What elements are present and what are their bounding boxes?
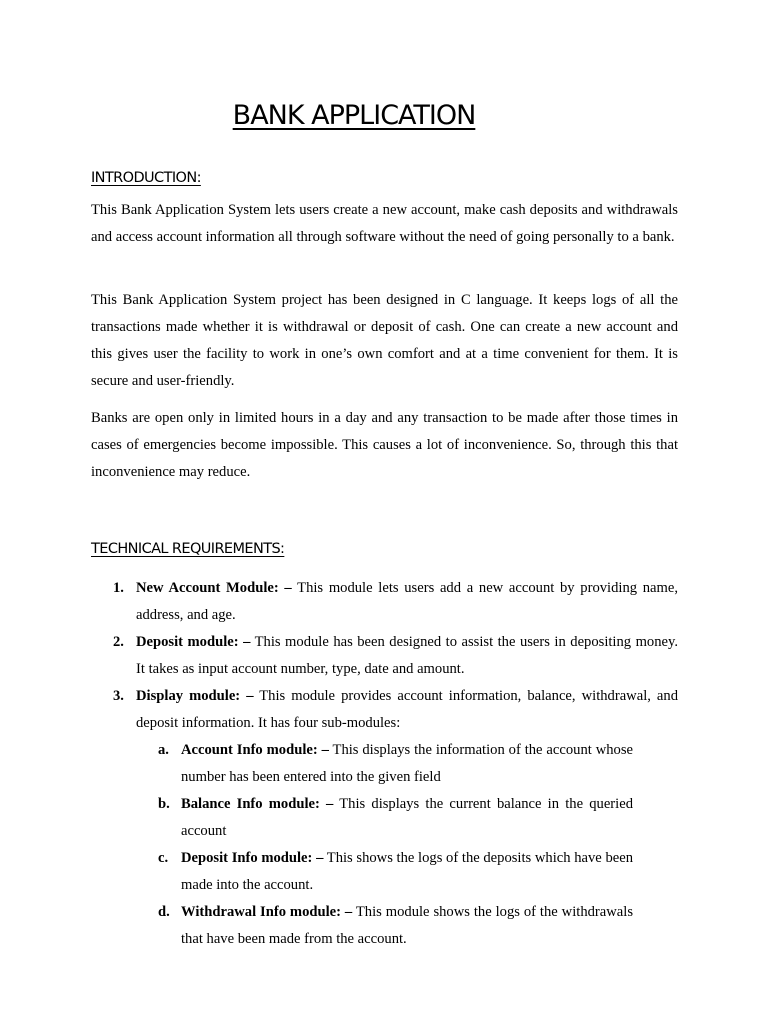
submodule-item-deposit-info (136, 845, 633, 899)
submodule-label: Balance Info module: – (181, 796, 334, 812)
requirements-list (0, 575, 768, 953)
module-description: This module has been designed to assist the users in depositing money. It takes as input account number, type, date and amount. (136, 634, 678, 677)
sublist-marker: d. (158, 904, 170, 920)
requirement-item-new-account (0, 575, 678, 629)
document-title-text: BANK APPLICATION (232, 100, 476, 131)
document-title (0, 96, 708, 136)
submodule-label: Withdrawal Info module: – (181, 904, 353, 920)
module-description: This module lets users add a new account by providing name, address, and age. (136, 580, 678, 623)
requirement-item-deposit (0, 629, 678, 683)
list-marker: 2. (113, 634, 124, 650)
introduction-paragraph-1: This Bank Application System lets users create a new account, make cash deposits and withdrawals and access account information all through software without the need of going personally to a bank. (91, 202, 678, 245)
module-label: Display module: – (136, 688, 254, 704)
submodule-item-balance-info (136, 791, 633, 845)
sublist-marker: c. (158, 850, 169, 866)
submodule-item-account-info (136, 737, 633, 791)
sublist-marker: a. (158, 742, 169, 758)
sublist-marker: b. (158, 796, 170, 812)
introduction-paragraph-2: This Bank Application System project has been designed in C language. It keeps logs of all the transactions made whether it is withdrawal or deposit of cash. One can create a new account and this gives user the facility to work in one’s own comfort and at a time convenient for them. It is secure and user-friendly. (91, 292, 678, 389)
submodule-description: This module shows the logs of the withdrawals that have been made from the account. (181, 904, 634, 947)
requirement-item-display (0, 683, 678, 953)
submodule-label: Account Info module: – (181, 742, 329, 758)
module-label: Deposit module: – (136, 634, 251, 650)
technical-requirements-heading: TECHNICAL REQUIREMENTS: (91, 541, 285, 557)
introduction-heading: INTRODUCTION: (91, 170, 201, 186)
list-marker: 1. (113, 580, 124, 596)
submodule-item-withdrawal-info (136, 899, 633, 953)
submodule-description: This shows the logs of the deposits which have been made into the account. (181, 850, 634, 893)
module-label: New Account Module: – (136, 580, 292, 596)
submodule-description: This displays the information of the account whose number has been entered into the given field (181, 742, 633, 785)
module-description: This module provides account information, balance, withdrawal, and deposit information. It has four sub-modules: (136, 688, 679, 731)
introduction-paragraph-3: Banks are open only in limited hours in a day and any transaction to be made after those times in cases of emergencies become impossible. This causes a lot of inconvenience. So, through this that inconvenience may reduce. (91, 410, 678, 480)
list-marker: 3. (113, 688, 124, 704)
submodule-description: This displays the current balance in the queried account (181, 796, 633, 839)
display-submodule-list (136, 737, 678, 953)
submodule-label: Deposit Info module: – (181, 850, 324, 866)
